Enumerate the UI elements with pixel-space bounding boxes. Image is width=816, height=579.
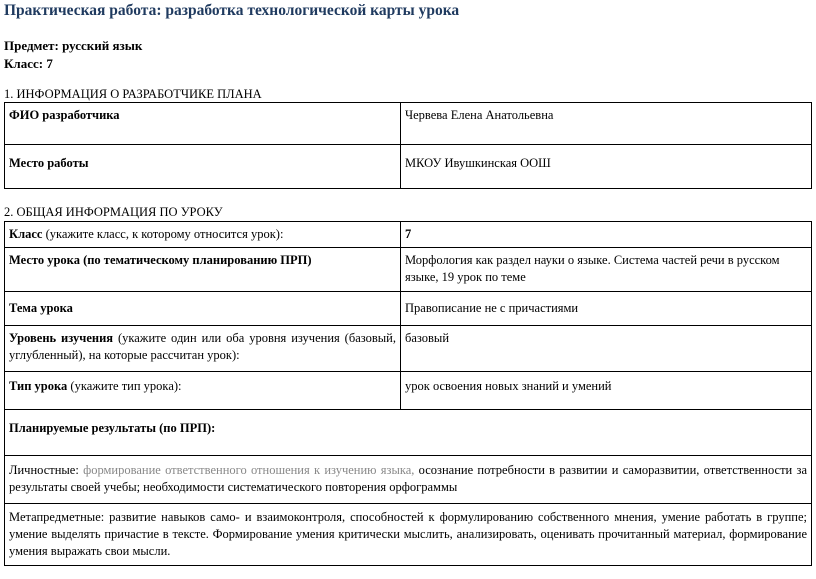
- lesson-type-label: Тип урока: [9, 379, 68, 393]
- lesson-type-cell: [5, 372, 401, 410]
- topic-value: Правописание не с причастиями: [401, 292, 812, 326]
- topic-label: Тема урока: [5, 292, 401, 326]
- table-row: [5, 103, 812, 145]
- lesson-place-label: Место урока (по тематическому планированию ПРП): [5, 248, 401, 292]
- table-row: [5, 504, 812, 566]
- lesson-type-value: урок освоения новых знаний и умений: [401, 372, 812, 410]
- personal-label: Личностные:: [9, 463, 84, 477]
- table-row: [5, 326, 812, 372]
- level-value: базовый: [401, 326, 812, 372]
- table-row: [5, 145, 812, 189]
- workplace-label: Место работы: [5, 145, 401, 189]
- workplace-value: МКОУ Ивушкинская ООШ: [401, 145, 812, 189]
- section2-heading: 2. ОБЩАЯ ИНФОРМАЦИЯ ПО УРОКУ: [4, 205, 223, 219]
- metasubject-results: Метапредметные: развитие навыков само- и взаимоконтроля, способностей к формулированию собственного мнения, умение работать в группе; умение выделять причастие в тексте. Формирование умения критически мыслить, анализировать, оценивать прочитанный материал, формирование умения выражать свои мысли.: [5, 504, 812, 566]
- table-row: [5, 248, 812, 292]
- grade-line: Класс: 7: [4, 56, 53, 71]
- lesson-place-value: Морфология как раздел науки о языке. Система частей речи в русском языке, 19 урок по теме: [401, 248, 812, 292]
- personal-results-cell: [5, 456, 812, 504]
- personal-rest-text: осознание потребности в развитии и саморазвитии, ответственности за результаты своей учебы; необходимости систематического повторения орфограммы: [9, 463, 807, 494]
- lesson-info-table: [4, 221, 812, 566]
- table-row: [5, 456, 812, 504]
- table-row: [5, 292, 812, 326]
- table-row: [5, 222, 812, 248]
- lesson-type-hint: (укажите тип урока):: [67, 379, 182, 393]
- class-hint: (укажите класс, к которому относится урок):: [42, 227, 284, 241]
- planned-results-label: Планируемые результаты (по ПРП):: [5, 410, 812, 456]
- level-hint: (укажите один или оба уровня изучения (базовый, углубленный), на которые рассчитан урок):: [9, 331, 396, 362]
- developer-table: [4, 102, 812, 189]
- personal-gray-text: формирование ответственного отношения к изучению языка,: [83, 463, 415, 477]
- class-cell: [5, 222, 401, 248]
- table-row: [5, 410, 812, 456]
- page-title: Практическая работа: разработка технологической карты урока: [4, 2, 460, 19]
- level-cell: [5, 326, 401, 372]
- subject-line: Предмет: русский язык: [4, 38, 143, 53]
- section1-heading: 1. ИНФОРМАЦИЯ О РАЗРАБОТЧИКЕ ПЛАНА: [4, 87, 262, 101]
- class-value: 7: [401, 222, 812, 248]
- level-label: Уровень изучения: [9, 331, 114, 345]
- developer-name-label: ФИО разработчика: [5, 103, 401, 145]
- class-label: Класс: [9, 227, 43, 241]
- table-row: [5, 372, 812, 410]
- developer-name-value: Червева Елена Анатольевна: [401, 103, 812, 145]
